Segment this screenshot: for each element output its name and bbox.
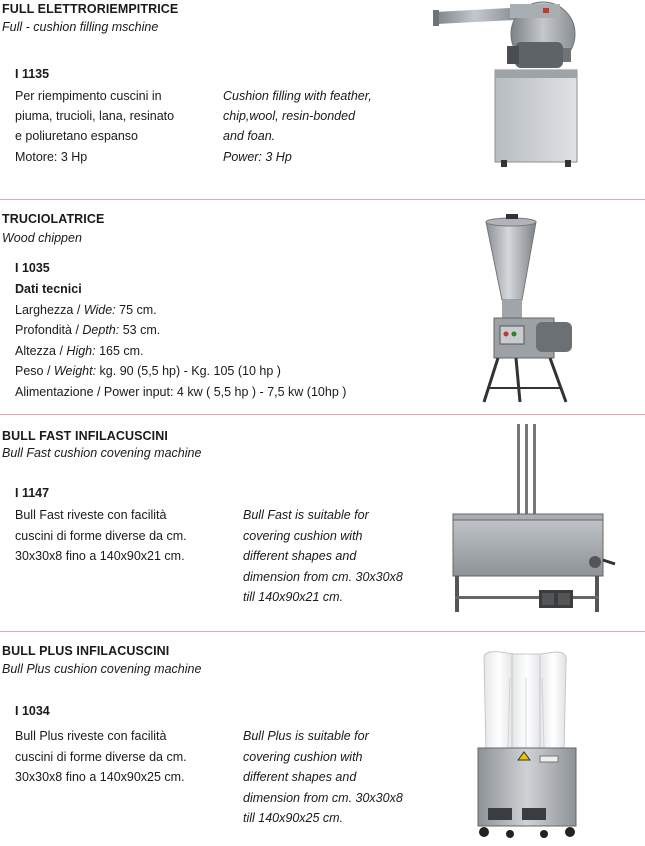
- description-line: Bull Plus riveste con facilità: [15, 729, 167, 743]
- product-title: FULL ELETTRORIEMPITRICE: [2, 2, 179, 16]
- product-code: I 1034: [15, 704, 50, 718]
- product-title: BULL PLUS INFILACUSCINI: [2, 644, 170, 658]
- spec-row: Larghezza / Wide: 75 cm.: [15, 303, 157, 317]
- description-line: Bull Fast riveste con facilità: [15, 508, 167, 522]
- description-line: piuma, trucioli, lana, resinato: [15, 109, 175, 123]
- spec-row: Alimentazione / Power input: 4 kw ( 5,5 hp ) - 7,5 kw (10hp ): [15, 385, 347, 399]
- description-line: different shapes and: [243, 549, 357, 563]
- spec-row: Peso / Weight: kg. 90 (5,5 hp) - Kg. 105 (10 hp ): [15, 364, 281, 378]
- product-subtitle: Bull Fast cushion covening machine: [2, 446, 202, 460]
- description-line: till 140x90x21 cm.: [243, 590, 344, 604]
- description-line: chip,wool, resin-bonded: [223, 109, 356, 123]
- product-subtitle: Full - cushion filling mschine: [2, 20, 159, 34]
- description-line: cuscini di forme diverse da cm.: [15, 750, 187, 764]
- section-divider: [0, 414, 645, 415]
- description-line: covering cushion with: [243, 750, 363, 764]
- description-line: Bull Fast is suitable for: [243, 508, 369, 522]
- description-line: 30x30x8 fino a 140x90x25 cm.: [15, 770, 185, 784]
- product-title: BULL FAST INFILACUSCINI: [2, 429, 168, 443]
- product-subtitle: Bull Plus cushion covening machine: [2, 662, 202, 676]
- spec-row: Profondità / Depth: 53 cm.: [15, 323, 161, 337]
- description-line: and foan.: [223, 129, 276, 143]
- description-line: cuscini di forme diverse da cm.: [15, 529, 187, 543]
- product-code: I 1035: [15, 261, 50, 275]
- section-divider: [0, 631, 645, 632]
- bull-fast-machine-photo: [445, 420, 620, 615]
- description-line: Bull Plus is suitable for: [243, 729, 369, 743]
- specs-heading: Dati tecnici: [15, 282, 82, 296]
- bull-plus-machine-photo: [470, 648, 585, 843]
- description-line: different shapes and: [243, 770, 357, 784]
- description-line: Per riempimento cuscini in: [15, 89, 162, 103]
- description-line: dimension from cm. 30x30x8: [243, 791, 403, 805]
- wood-chipper-photo: [470, 210, 585, 408]
- description-line: till 140x90x25 cm.: [243, 811, 344, 825]
- product-title: TRUCIOLATRICE: [2, 212, 105, 226]
- description-line: e poliuretano espanso: [15, 129, 139, 143]
- description-line: dimension from cm. 30x30x8: [243, 570, 403, 584]
- description-line: covering cushion with: [243, 529, 363, 543]
- product-subtitle: Wood chippen: [2, 231, 82, 245]
- description-line: Cushion filling with feather,: [223, 89, 372, 103]
- product-code: I 1147: [15, 486, 50, 500]
- product-code: I 1135: [15, 67, 50, 81]
- description-line: Power: 3 Hp: [223, 150, 292, 164]
- cushion-filling-machine-photo: [415, 0, 600, 172]
- description-line: Motore: 3 Hp: [15, 150, 88, 164]
- spec-row: Altezza / High: 165 cm.: [15, 344, 144, 358]
- description-line: 30x30x8 fino a 140x90x21 cm.: [15, 549, 185, 563]
- section-divider: [0, 199, 645, 200]
